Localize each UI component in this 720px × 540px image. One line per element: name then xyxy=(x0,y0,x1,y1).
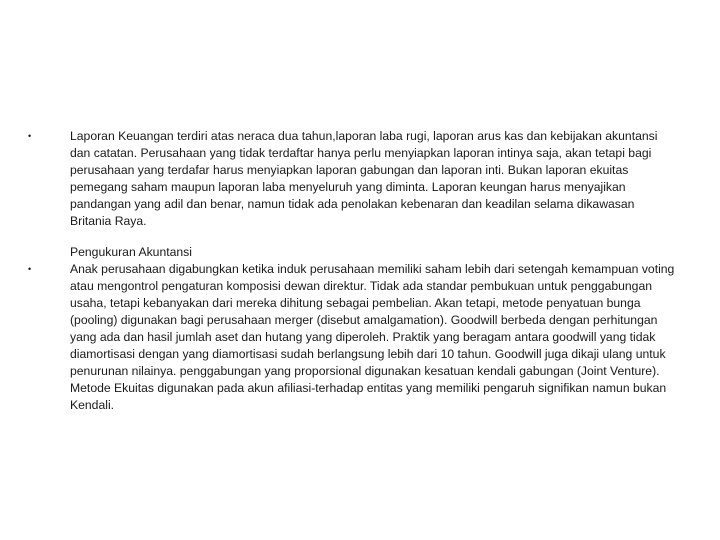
bullet-item-financial-statements xyxy=(28,128,678,230)
paragraph-heading-accounting-measurement: Pengukuran Akuntansi xyxy=(70,245,192,259)
bullet-list xyxy=(28,128,678,414)
paragraph-financial-statements: Laporan Keuangan terdiri atas neraca dua tahun,laporan laba rugi, laporan arus kas dan kebijakan akuntansi dan catatan. Perusahaan yang tidak terdaftar hanya perlu menyiapkan laporan intinya saja, akan tetapi bagi perusahaan yang terdafar harus menyiapkan laporan gabungan dan laporan inti. Bukan laporan ekuitas pemegang saham maupun laporan laba menyeluruh yang diminta. Laporan keungan harus menyajikan pandangan yang adil dan benar, namun tidak ada penolakan kebenaran dan keadilan selama dikawasan Britania Raya. xyxy=(70,129,658,228)
bullet-dot-icon: • xyxy=(28,131,32,141)
bullet-item-accounting-measurement xyxy=(28,244,678,414)
bullet-dot-icon: • xyxy=(28,264,32,274)
paragraph-accounting-measurement-body: Anak perusahaan digabungkan ketika induk perusahaan memiliki saham lebih dari setengah kemampuan voting atau mengontrol pengaturan komposisi dewan direktur. Tidak ada standar pembukuan untuk penggabungan usaha, tetapi kebanyakan dari mereka dihitung sebagai pembelian. Akan tetapi, metode penyatuan bunga (pooling) digunakan bagi perusahaan merger (disebut amalgamation). Goodwill berbeda dengan perhitungan yang ada dan hasil jumlah aset dan hutang yang diperoleh. Praktik yang beragam antara goodwill yang tidak diamortisasi dengan yang diamortisasi sudah berlangsung lebih dari 10 tahun. Goodwill juga dikaji ulang untuk penurunan nilainya. penggabungan yang proporsional digunakan kesatuan kendali gabungan (Joint Venture). Metode Ekuitas digunakan pada akun afiliasi-terhadap entitas yang memiliki pengaruh signifikan namun bukan Kendali. xyxy=(70,262,675,412)
